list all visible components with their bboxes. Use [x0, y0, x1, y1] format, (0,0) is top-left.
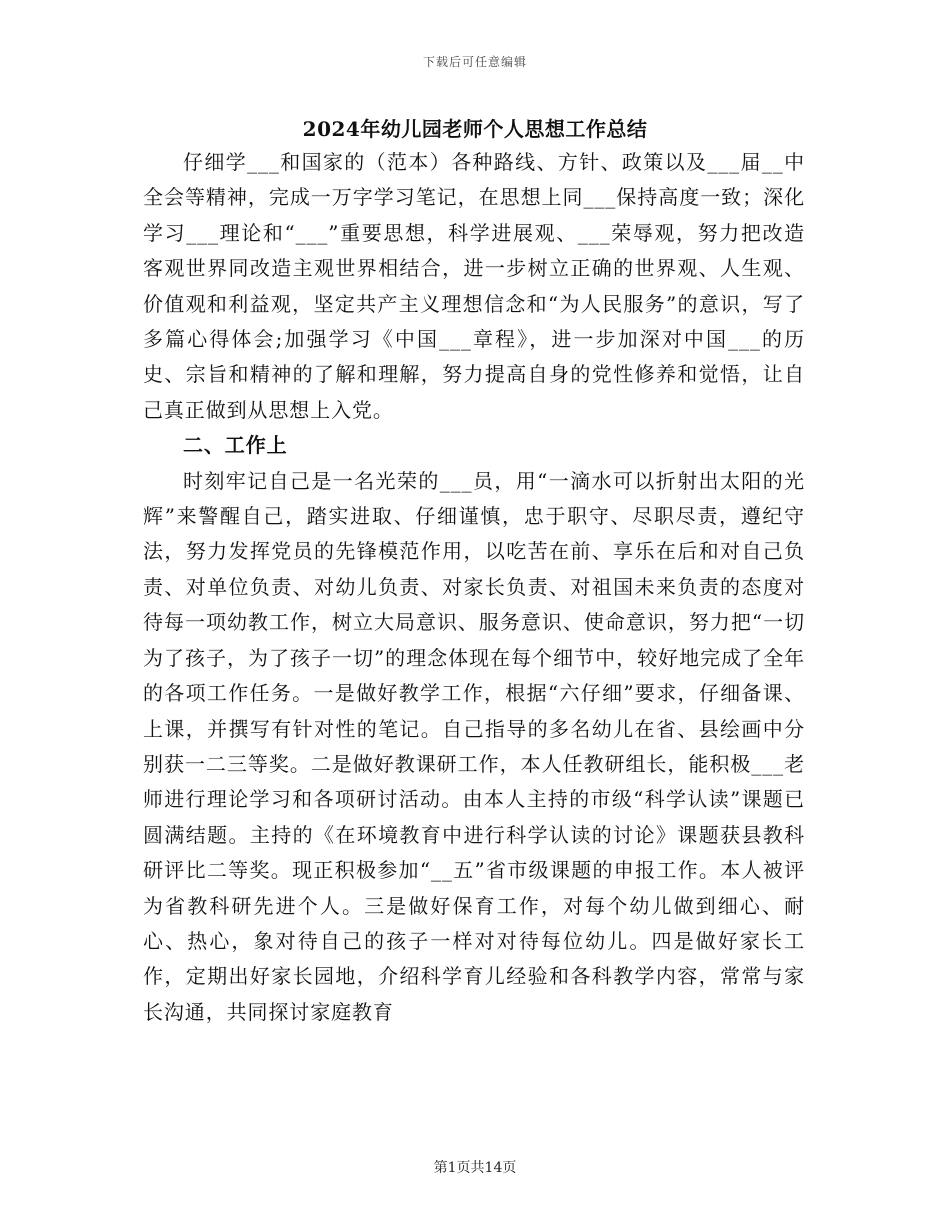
document-title: 2024年幼儿园老师个人思想工作总结	[302, 117, 648, 141]
paragraph-thought: 仔细学___和国家的（范本）各种路线、方针、政策以及___届__中全会等精神，完成一万字学习笔记，在思想上同___保持高度一致；深化学习___理论和“___”重要思想，科学进展观、___荣辱观，努力把改造客观世界同改造主观世界相结合，进一步树立正确的世界观、人生观、价值观和利益观，坚定共产主义理想信念和“为人民服务”的意识，写了多篇心得体会;加强学习《中国___章程》，进一步加深对中国___的历史、宗旨和精神的了解和理解，努力提高自身的党性修养和觉悟，让自己真正做到从思想上入党。	[143, 150, 805, 422]
page-number: 第1页共14页	[433, 1160, 517, 1176]
page-header-note: 下载后可任意编辑	[422, 55, 527, 69]
paragraph-work: 时刻牢记自己是一名光荣的___员，用“一滴水可以折射出太阳的光辉”来警醒自己，踏实进取、仔细谨慎，忠于职守、尽职尽责，遵纪守法，努力发挥党员的先锋模范作用，以吃苦在前、享乐在后和对自己负责、对单位负责、对幼儿负责、对家长负责、对祖国未来负责的态度对待每一项幼教工作，树立大局意识、服务意识、使命意识，努力把“一切为了孩子，为了孩子一切”的理念体现在每个细节中，较好地完成了全年的各项工作任务。一是做好教学工作，根据“六仔细”要求，仔细备课、上课，并撰写有针对性的笔记。自己指导的多名幼儿在省、县绘画中分别获一二三等奖。二是做好教课研工作，本人任教研组长，能积极___老师进行理论学习和各项研讨活动。由本人主持的市级“科学认读”课题已圆满结题。主持的《在环境教育中进行科学认读的讨论》课题获县教科研评比二等奖。现正积极参加“__五”省市级课题的申报工作。本人被评为省教科研先进个人。三是做好保育工作，对每个幼儿做到细心、耐心、热心，象对待自己的孩子一样对对待每位幼儿。四是做好家长工作，定期出好家长园地，介绍科学育儿经验和各科教学内容，常常与家长沟通，共同探讨家庭教育	[143, 468, 805, 1024]
section-heading-work: 二、工作上	[183, 433, 288, 458]
document-body	[143, 145, 805, 1030]
